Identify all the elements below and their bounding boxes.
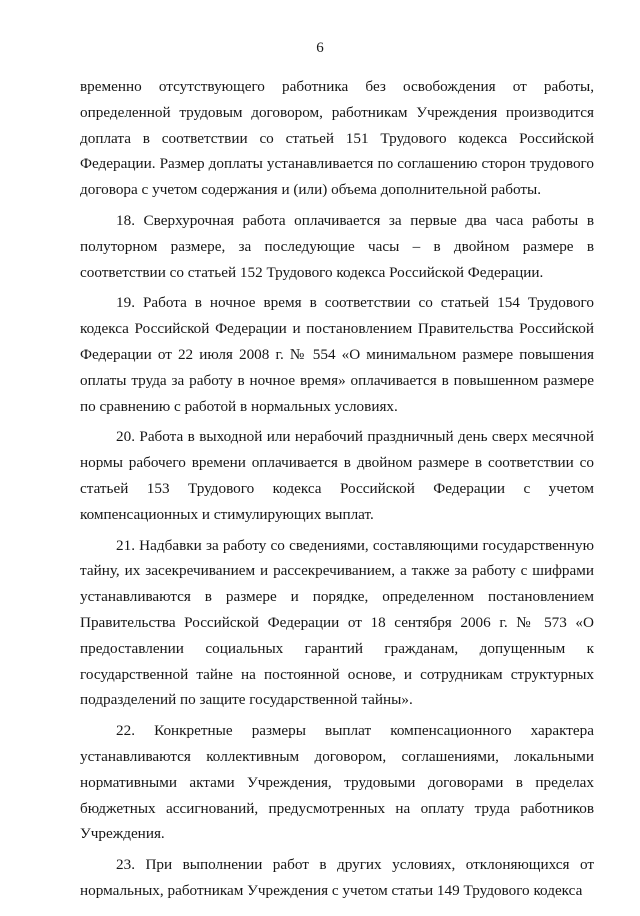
paragraph-18: 18. Сверхурочная работа оплачивается за первые два часа работы в полуторном размере, за последующие часы – в двойном размере в соответствии со статьей 152 Трудового кодекса Российской Федерации. [80, 211, 594, 281]
paragraph-continuation: временно отсутствующего работника без освобождения от работы, определенной трудовым договором, работникам Учреждения производится доплата в соответствии со статьей 151 Трудового кодекса Российской Федерации. Размер доплаты устанавливается по соглашению сторон трудового договора с учетом содержания и (или) объема дополнительной работы. [80, 78, 594, 199]
paragraph-23: 23. При выполнении работ в других условиях, отклоняющихся от нормальных, работникам Учреждения с учетом статьи 149 Трудового кодекса [80, 856, 594, 899]
paragraph-19: 19. Работа в ночное время в соответствии со статьей 154 Трудового кодекса Российской Федерации и постановлением Правительства Российской Федерации от 22 июля 2008 г. № 554 «О минимальном размере повышения оплаты труда за работу в ночное время» оплачивается в повышенном размере по сравнению с работой в нормальных условиях. [80, 294, 594, 415]
page-number: 6 [316, 40, 324, 56]
paragraph-21: 21. Надбавки за работу со сведениями, составляющими государственную тайну, их засекречиванием и рассекречиванием, а также за работу с шифрами устанавливаются в размере и порядке, определенном постановлением Правительства Российской Федерации от 18 сентября 2006 г. № 573 «О предоставлении социальных гарантий гражданам, допущенным к государственной тайне на постоянной основе, и сотрудникам структурных подразделений по защите государственной тайны». [80, 536, 594, 709]
document-body [80, 74, 594, 909]
paragraph-20: 20. Работа в выходной или нерабочий праздничный день сверх месячной нормы рабочего времени оплачивается в двойном размере в соответствии со статьей 153 Трудового кодекса Российской Федерации с учетом компенсационных и стимулирующих выплат. [80, 428, 594, 523]
paragraph-22: 22. Конкретные размеры выплат компенсационного характера устанавливаются коллективным договором, соглашениями, локальными нормативными актами Учреждения, трудовыми договорами в пределах бюджетных ассигнований, предусмотренных на оплату труда работников Учреждения. [80, 722, 594, 843]
